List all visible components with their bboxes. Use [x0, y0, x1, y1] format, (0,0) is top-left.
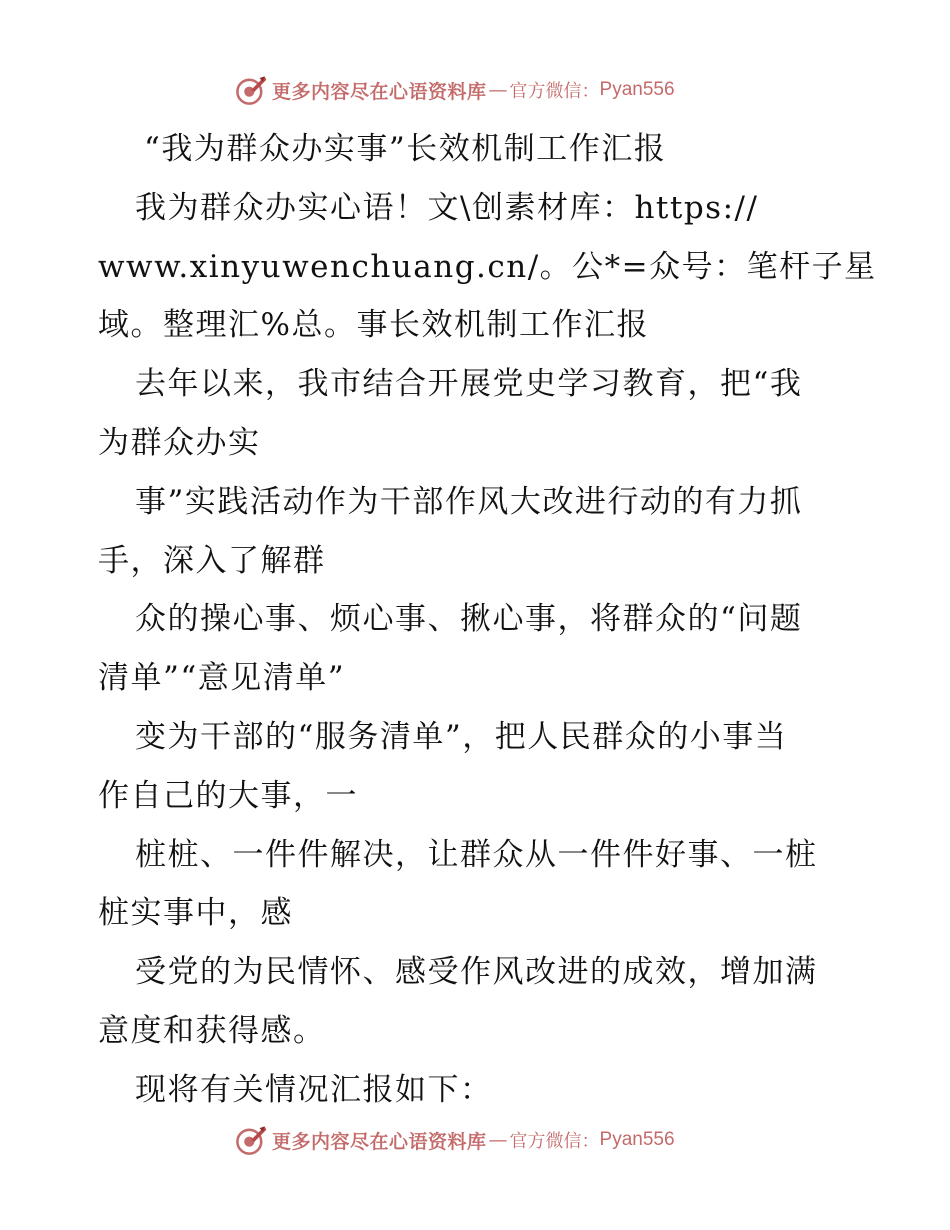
paragraph-line: 我为群众办实心语！文\创素材库：https:// [135, 189, 759, 226]
paragraph-line: 桩实事中，感 [98, 895, 293, 932]
watermark-header [234, 72, 675, 108]
watermark-main-text: 更多内容尽在心语资料库 [272, 1130, 487, 1153]
watermark-logo-icon [234, 1123, 268, 1157]
paragraph-line: 意度和获得感。 [98, 1012, 326, 1049]
watermark-sub-text: 官方微信： [509, 81, 600, 102]
paragraph-line: 现将有关情况汇报如下： [135, 1071, 493, 1108]
paragraph-line: www.xinyuwenchuang.cn/。公*=众号：笔杆子星 [98, 248, 877, 285]
watermark-dash: — [488, 79, 508, 101]
watermark-logo-icon [234, 73, 268, 107]
paragraph-line: 受党的为民情怀、感受作风改进的成效，增加满 [135, 954, 818, 991]
paragraph-line: 作自己的大事，一 [98, 777, 358, 814]
paragraph-line: 众的操心事、烦心事、揪心事，将群众的“问题 [135, 601, 803, 638]
watermark-dash: — [488, 1129, 508, 1151]
paragraph-line: 手，深入了解群 [98, 542, 326, 579]
paragraph-line: 为群众办实 [98, 424, 261, 461]
watermark-footer [234, 1122, 675, 1158]
document-body [98, 120, 877, 1120]
watermark-main-text: 更多内容尽在心语资料库 [272, 80, 487, 103]
paragraph-line: 桩桩、一件件解决，让群众从一件件好事、一桩 [135, 836, 818, 873]
paragraph-line: 去年以来，我市结合开展党史学习教育，把“我 [135, 366, 803, 403]
watermark-id: Pyan556 [599, 1129, 675, 1150]
paragraph-line: 变为干部的“服务清单”，把人民群众的小事当 [135, 718, 788, 755]
paragraph-line: 事”实践活动作为干部作风大改进行动的有力抓 [135, 483, 803, 520]
document-title: “我为群众办实事”长效机制工作汇报 [144, 131, 667, 167]
paragraph-line: 域。整理汇%总。事长效机制工作汇报 [98, 307, 649, 344]
watermark-sub-text: 官方微信： [509, 1131, 600, 1152]
paragraph-line: 清单”“意见清单” [98, 660, 346, 697]
watermark-id: Pyan556 [599, 79, 675, 100]
